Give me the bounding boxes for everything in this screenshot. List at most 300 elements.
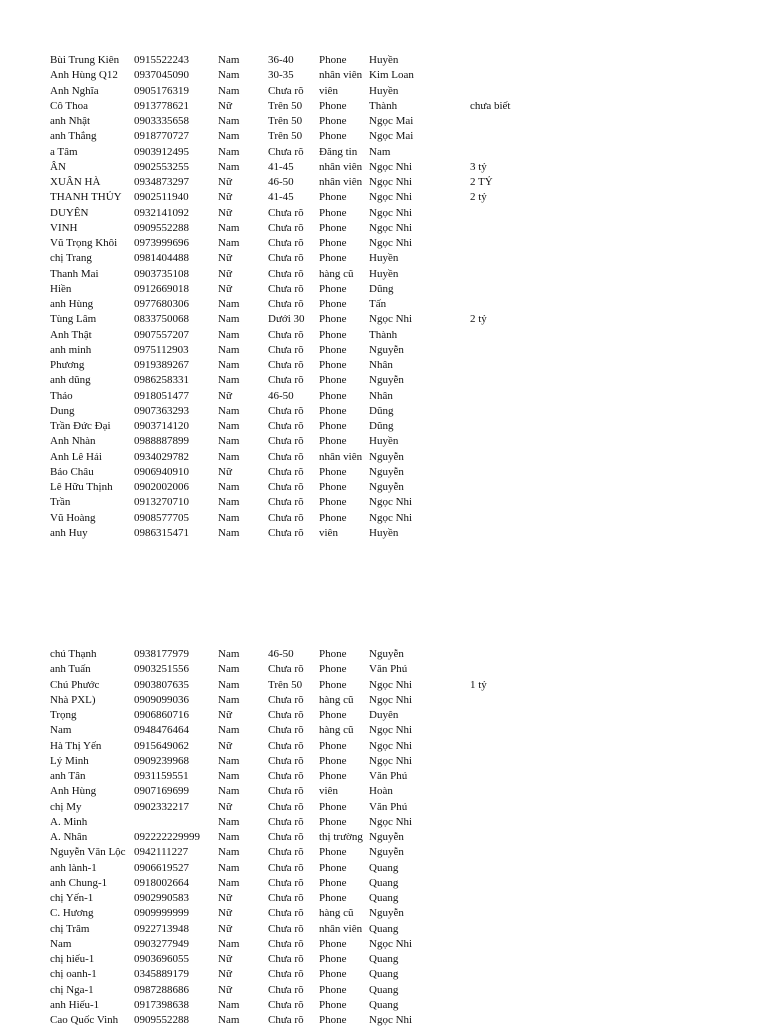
customer-name-cell: ÂN [50, 160, 66, 173]
age-range-cell: Trên 50 [268, 115, 303, 127]
customer-name-cell: Anh Nghĩa [50, 84, 99, 97]
source-cell: hàng cũ [319, 907, 354, 920]
source-cell: Phone [319, 998, 347, 1011]
phone-cell: 0938177979 [134, 648, 189, 660]
customer-name-cell: anh Tân [50, 770, 86, 782]
age-range-cell: Chưa rõ [268, 404, 304, 417]
gender-cell: Nam [218, 359, 240, 371]
customer-name-cell: Bảo Châu [50, 465, 94, 478]
gender-cell: Nữ [218, 282, 232, 295]
source-cell: Phone [319, 800, 347, 813]
source-cell: Phone [319, 54, 347, 66]
phone-cell: 0934029782 [134, 450, 189, 463]
staff-cell: Văn Phú [369, 770, 408, 782]
gender-cell: Nam [218, 69, 240, 82]
customer-name-cell: Phương [50, 359, 85, 371]
age-range-cell: Chưa rõ [268, 328, 304, 341]
age-range-cell: Chưa rõ [268, 861, 304, 874]
phone-cell: 092222229999 [134, 831, 200, 843]
phone-cell: 0912669018 [134, 282, 189, 295]
customer-name-cell: chị Yến-1 [50, 892, 94, 904]
staff-cell: Ngọc Nhi [369, 191, 413, 204]
age-range-cell: Chưa rõ [268, 237, 304, 249]
age-range-cell: 36-40 [268, 54, 294, 66]
age-range-cell: Chưa rõ [268, 770, 304, 782]
staff-cell: Nguyễn [369, 907, 404, 920]
gender-cell: Nữ [218, 907, 232, 920]
gender-cell: Nữ [218, 252, 232, 265]
age-range-cell: Chưa rõ [268, 145, 304, 158]
staff-cell: Hoàn [369, 785, 393, 798]
customer-name-cell: Nam [50, 724, 72, 737]
phone-cell: 0948476464 [134, 724, 189, 737]
phone-cell: 0913778621 [134, 99, 189, 112]
gender-cell: Nam [218, 420, 240, 432]
customer-name-cell: DUYÊN [50, 206, 89, 219]
customer-name-cell: anh dũng [50, 374, 91, 387]
age-range-cell: 41-45 [268, 160, 294, 173]
source-cell: nhân viên [319, 160, 363, 173]
source-cell: Phone [319, 206, 347, 219]
phone-cell: 0942111227 [134, 846, 189, 859]
age-range-cell: Chưa rõ [268, 84, 304, 97]
gender-cell: Nam [218, 450, 240, 463]
age-range-cell: Chưa rõ [268, 815, 304, 828]
phone-cell: 0909552288 [134, 1014, 189, 1026]
staff-cell: Nguyễn [369, 343, 404, 356]
age-range-cell: 46-50 [268, 176, 294, 188]
customer-name-cell: chị oanh-1 [50, 968, 97, 981]
customer-name-cell: Anh Nhàn [50, 435, 96, 448]
gender-cell: Nam [218, 678, 240, 691]
staff-cell: Ngọc Nhi [369, 754, 413, 767]
age-range-cell: Chưa rõ [268, 481, 304, 493]
gender-cell: Nữ [218, 99, 232, 112]
source-cell: Phone [319, 191, 347, 204]
source-cell: Phone [319, 465, 347, 478]
staff-cell: Nguyễn [369, 465, 404, 478]
staff-cell: Nguyễn [369, 648, 404, 660]
gender-cell: Nam [218, 693, 240, 706]
age-range-cell: Chưa rõ [268, 739, 304, 752]
source-cell: Phone [319, 861, 347, 874]
gender-cell: Nữ [218, 983, 232, 996]
source-cell: Phone [319, 252, 347, 265]
customer-name-cell: Thảo [50, 389, 73, 402]
phone-cell: 0986315471 [134, 526, 189, 539]
age-range-cell: Chưa rõ [268, 206, 304, 219]
source-cell: thị trường [319, 831, 363, 843]
staff-cell: Duyên [369, 709, 399, 721]
phone-cell: 0903807635 [134, 678, 189, 691]
customer-name-cell: Vũ Hoàng [50, 511, 96, 524]
customer-name-cell: Trần [50, 496, 71, 509]
phone-cell: 0906940910 [134, 465, 189, 478]
customer-name-cell: anh Tuấn [50, 663, 91, 676]
source-cell: hàng cũ [319, 693, 354, 706]
source-cell: Phone [319, 359, 347, 371]
staff-cell: Ngọc Nhi [369, 937, 413, 950]
customer-name-cell: anh Hùng [50, 298, 94, 310]
customer-name-cell: Anh Hùng [50, 785, 97, 798]
staff-cell: Huyền [369, 84, 399, 97]
source-cell: Phone [319, 678, 347, 691]
gender-cell: Nữ [218, 389, 232, 402]
customer-name-cell: Vũ Trọng Khôi [50, 237, 118, 249]
gender-cell: Nam [218, 815, 240, 828]
gender-cell: Nữ [218, 709, 232, 721]
gender-cell: Nam [218, 724, 240, 737]
phone-cell: 0931159551 [134, 770, 189, 782]
staff-cell: Ngọc Nhi [369, 739, 413, 752]
customer-name-cell: Thanh Mai [50, 267, 99, 280]
staff-cell: Ngọc Nhi [369, 678, 413, 691]
phone-cell: 0906619527 [134, 861, 189, 874]
staff-cell: Quang [369, 876, 399, 889]
age-range-cell: Chưa rõ [268, 831, 304, 843]
phone-cell: 0902553255 [134, 160, 189, 173]
staff-cell: Thành [369, 99, 398, 112]
source-cell: Phone [319, 435, 347, 448]
source-cell: Phone [319, 115, 347, 127]
phone-cell: 0937045090 [134, 69, 189, 82]
customer-name-cell: THANH THỦY [50, 191, 122, 204]
age-range-cell: 46-50 [268, 648, 294, 660]
phone-cell: 0907169699 [134, 785, 189, 798]
customer-name-cell: anh Hiếu-1 [50, 998, 100, 1011]
customer-name-cell: anh Nhật [50, 115, 91, 127]
source-cell: Phone [319, 953, 347, 965]
phone-cell: 0975112903 [134, 343, 189, 356]
age-range-cell: Chưa rõ [268, 435, 304, 448]
source-cell: viên [319, 84, 338, 97]
customer-name-cell: Cao Quốc Vinh [50, 1014, 119, 1026]
age-range-cell: 46-50 [268, 389, 294, 402]
phone-cell: 0906860716 [134, 709, 189, 721]
customer-name-cell: Nam [50, 937, 72, 950]
phone-cell: 0918051477 [134, 389, 189, 402]
staff-cell: Văn Phú [369, 663, 408, 676]
age-range-cell: Chưa rõ [268, 937, 304, 950]
gender-cell: Nam [218, 145, 240, 158]
customer-name-cell: Cô Thoa [50, 99, 88, 112]
gender-cell: Nam [218, 328, 240, 341]
age-range-cell: Chưa rõ [268, 663, 304, 676]
staff-cell: Ngọc Nhi [369, 496, 413, 509]
age-range-cell: Chưa rõ [268, 693, 304, 706]
phone-cell: 0988887899 [134, 435, 189, 448]
gender-cell: Nam [218, 831, 240, 843]
source-cell: Phone [319, 298, 347, 310]
customer-name-cell: Nhà PXL) [50, 693, 96, 706]
phone-cell: 0918002664 [134, 876, 189, 889]
gender-cell: Nam [218, 511, 240, 524]
gender-cell: Nữ [218, 922, 232, 935]
staff-cell: Huyền [369, 54, 399, 66]
staff-cell: Văn Phú [369, 800, 408, 813]
customer-name-cell: Chú Phước [50, 678, 100, 691]
staff-cell: Quang [369, 953, 399, 965]
phone-cell: 0934873297 [134, 176, 189, 188]
staff-cell: Huyền [369, 435, 399, 448]
customer-name-cell: Anh Thật [50, 328, 92, 341]
source-cell: Phone [319, 663, 347, 676]
customer-name-cell: Lý Minh [50, 754, 89, 767]
source-cell: Phone [319, 237, 347, 249]
staff-cell: Huyền [369, 252, 399, 265]
staff-cell: Ngọc Nhi [369, 1014, 413, 1026]
staff-cell: Ngọc Nhi [369, 176, 413, 188]
gender-cell: Nữ [218, 739, 232, 752]
source-cell: Phone [319, 481, 347, 493]
source-cell: hàng cũ [319, 724, 354, 737]
source-cell: nhân viên [319, 69, 363, 82]
phone-cell: 0903735108 [134, 267, 189, 280]
age-range-cell: Chưa rõ [268, 953, 304, 965]
source-cell: Phone [319, 313, 347, 326]
age-range-cell: Chưa rõ [268, 922, 304, 935]
phone-cell: 0918770727 [134, 130, 189, 143]
phone-cell: 0973999696 [134, 237, 189, 249]
customer-name-cell: Bùi Trung Kiên [50, 54, 120, 66]
customer-name-cell: chị Nga-1 [50, 983, 94, 996]
age-range-cell: Trên 50 [268, 678, 303, 691]
phone-cell: 0909099036 [134, 693, 189, 706]
gender-cell: Nam [218, 115, 240, 127]
age-range-cell: Chưa rõ [268, 724, 304, 737]
source-cell: Phone [319, 815, 347, 828]
staff-cell: Dũng [369, 404, 394, 417]
customer-name-cell: Hiền [50, 282, 72, 295]
gender-cell: Nam [218, 343, 240, 356]
source-cell: Phone [319, 892, 347, 904]
staff-cell: Nam [369, 145, 391, 158]
gender-cell: Nam [218, 785, 240, 798]
note-cell: chưa biết [470, 99, 511, 112]
customer-name-cell: Dung [50, 404, 75, 417]
age-range-cell: Chưa rõ [268, 465, 304, 478]
gender-cell: Nam [218, 130, 240, 143]
gender-cell: Nam [218, 770, 240, 782]
customer-name-cell: anh Thắng [50, 130, 97, 143]
age-range-cell: Chưa rõ [268, 496, 304, 509]
customer-name-cell: Hà Thị Yến [50, 739, 102, 752]
age-range-cell: Chưa rõ [268, 754, 304, 767]
phone-cell: 0905176319 [134, 84, 189, 97]
age-range-cell: Chưa rõ [268, 876, 304, 889]
age-range-cell: Chưa rõ [268, 907, 304, 920]
staff-cell: Ngọc Nhi [369, 693, 413, 706]
source-cell: Đăng tin [319, 145, 358, 158]
age-range-cell: Chưa rõ [268, 968, 304, 981]
source-cell: Phone [319, 876, 347, 889]
staff-cell: Ngọc Mai [369, 130, 414, 143]
phone-cell: 0903912495 [134, 145, 189, 158]
source-cell: Phone [319, 739, 347, 752]
source-cell: Phone [319, 282, 347, 295]
phone-cell: 0345889179 [134, 968, 189, 981]
source-cell: Phone [319, 221, 347, 234]
customer-name-cell: chú Thạnh [50, 648, 97, 660]
phone-cell: 0907363293 [134, 404, 189, 417]
phone-cell: 0902511940 [134, 191, 189, 204]
note-cell: 3 tỷ [470, 160, 487, 173]
note-cell: 2 tỷ [470, 191, 487, 204]
staff-cell: Quang [369, 922, 399, 935]
customer-name-cell: Trọng [50, 709, 77, 721]
gender-cell: Nam [218, 937, 240, 950]
phone-cell: 0903696055 [134, 953, 189, 965]
staff-cell: Ngọc Nhi [369, 511, 413, 524]
staff-cell: Nguyễn [369, 831, 404, 843]
staff-cell: Nhân [369, 389, 393, 402]
gender-cell: Nam [218, 648, 240, 660]
phone-cell: 0932141092 [134, 206, 189, 219]
phone-cell: 0915522243 [134, 54, 189, 66]
age-range-cell: Trên 50 [268, 99, 303, 112]
gender-cell: Nam [218, 435, 240, 448]
customer-name-cell: a Tâm [50, 145, 78, 158]
source-cell: Phone [319, 130, 347, 143]
gender-cell: Nam [218, 998, 240, 1011]
gender-cell: Nam [218, 221, 240, 234]
age-range-cell: Chưa rõ [268, 252, 304, 265]
staff-cell: Nhân [369, 359, 393, 371]
phone-cell: 0908577705 [134, 511, 189, 524]
phone-cell: 0909552288 [134, 221, 189, 234]
gender-cell: Nam [218, 861, 240, 874]
source-cell: Phone [319, 374, 347, 387]
source-cell: nhân viên [319, 922, 363, 935]
staff-cell: Thành [369, 328, 398, 341]
customer-name-cell: chị Trâm [50, 922, 90, 935]
age-range-cell: Chưa rõ [268, 526, 304, 539]
gender-cell: Nam [218, 404, 240, 417]
source-cell: Phone [319, 983, 347, 996]
staff-cell: Ngọc Nhi [369, 724, 413, 737]
age-range-cell: Chưa rõ [268, 221, 304, 234]
gender-cell: Nam [218, 754, 240, 767]
source-cell: nhân viên [319, 176, 363, 188]
source-cell: Phone [319, 937, 347, 950]
age-range-cell: Trên 50 [268, 130, 303, 143]
source-cell: Phone [319, 968, 347, 981]
staff-cell: Quang [369, 861, 399, 874]
age-range-cell: 30-35 [268, 69, 294, 82]
customer-name-cell: Anh Lê Hải [50, 450, 102, 463]
gender-cell: Nữ [218, 953, 232, 965]
age-range-cell: Chưa rõ [268, 998, 304, 1011]
gender-cell: Nam [218, 160, 240, 173]
source-cell: viên [319, 785, 338, 798]
staff-cell: Quang [369, 983, 399, 996]
age-range-cell: Chưa rõ [268, 892, 304, 904]
source-cell: nhân viên [319, 450, 363, 463]
staff-cell: Dũng [369, 420, 394, 432]
age-range-cell: Chưa rõ [268, 511, 304, 524]
age-range-cell: Chưa rõ [268, 1014, 304, 1026]
source-cell: Phone [319, 511, 347, 524]
phone-cell: 0903251556 [134, 663, 189, 676]
phone-cell: 0903335658 [134, 115, 189, 127]
gender-cell: Nam [218, 496, 240, 509]
staff-cell: Ngọc Nhi [369, 237, 413, 249]
gender-cell: Nam [218, 374, 240, 387]
staff-cell: Ngọc Nhi [369, 815, 413, 828]
phone-cell: 0902002006 [134, 481, 189, 493]
gender-cell: Nữ [218, 968, 232, 981]
phone-cell: 0833750068 [134, 313, 189, 326]
customer-name-cell: chị My [50, 800, 82, 813]
source-cell: Phone [319, 420, 347, 432]
customer-name-cell: Anh Hùng Q12 [50, 69, 118, 82]
source-cell: Phone [319, 328, 347, 341]
staff-cell: Quang [369, 892, 399, 904]
gender-cell: Nam [218, 54, 240, 66]
customer-name-cell: A. Nhân [50, 831, 88, 843]
phone-cell: 0987288686 [134, 983, 189, 996]
note-cell: 1 tỷ [470, 678, 487, 691]
gender-cell: Nữ [218, 800, 232, 813]
source-cell: Phone [319, 754, 347, 767]
gender-cell: Nam [218, 84, 240, 97]
source-cell: Phone [319, 1014, 347, 1026]
customer-name-cell: chị Trang [50, 252, 92, 265]
phone-cell: 0915649062 [134, 739, 189, 752]
customer-name-cell: A. Minh [50, 815, 88, 828]
phone-cell: 0903277949 [134, 937, 189, 950]
staff-cell: Ngọc Nhi [369, 206, 413, 219]
staff-cell: Nguyễn [369, 481, 404, 493]
note-cell: 2 tỷ [470, 313, 487, 326]
phone-cell: 0986258331 [134, 374, 189, 387]
age-range-cell: Chưa rõ [268, 420, 304, 432]
staff-cell: Ngọc Nhi [369, 221, 413, 234]
source-cell: Phone [319, 343, 347, 356]
phone-cell: 0981404488 [134, 252, 189, 265]
phone-cell: 0903714120 [134, 420, 189, 432]
gender-cell: Nam [218, 1014, 240, 1026]
source-cell: hàng cũ [319, 267, 354, 280]
phone-cell: 0917398638 [134, 998, 189, 1011]
phone-cell: 0902990583 [134, 892, 189, 904]
staff-cell: Kim Loan [369, 69, 414, 82]
gender-cell: Nữ [218, 267, 232, 280]
gender-cell: Nam [218, 481, 240, 493]
gender-cell: Nữ [218, 892, 232, 904]
phone-cell: 0913270710 [134, 496, 189, 509]
phone-cell: 0919389267 [134, 359, 189, 371]
source-cell: viên [319, 526, 338, 539]
source-cell: Phone [319, 846, 347, 859]
age-range-cell: Chưa rõ [268, 846, 304, 859]
source-cell: Phone [319, 496, 347, 509]
customer-name-cell: Tùng Lâm [50, 313, 97, 326]
customer-name-cell: anh lành-1 [50, 861, 97, 874]
staff-cell: Nguyễn [369, 846, 404, 859]
staff-cell: Quang [369, 968, 399, 981]
staff-cell: Nguyễn [369, 450, 404, 463]
age-range-cell: Dưới 30 [268, 313, 305, 326]
staff-cell: Quang [369, 998, 399, 1011]
age-range-cell: Chưa rõ [268, 374, 304, 387]
phone-cell: 0902332217 [134, 800, 189, 813]
gender-cell: Nữ [218, 465, 232, 478]
source-cell: Phone [319, 404, 347, 417]
staff-cell: Huyền [369, 526, 399, 539]
customer-name-cell: XUÂN HÀ [50, 176, 101, 188]
age-range-cell: Chưa rõ [268, 267, 304, 280]
